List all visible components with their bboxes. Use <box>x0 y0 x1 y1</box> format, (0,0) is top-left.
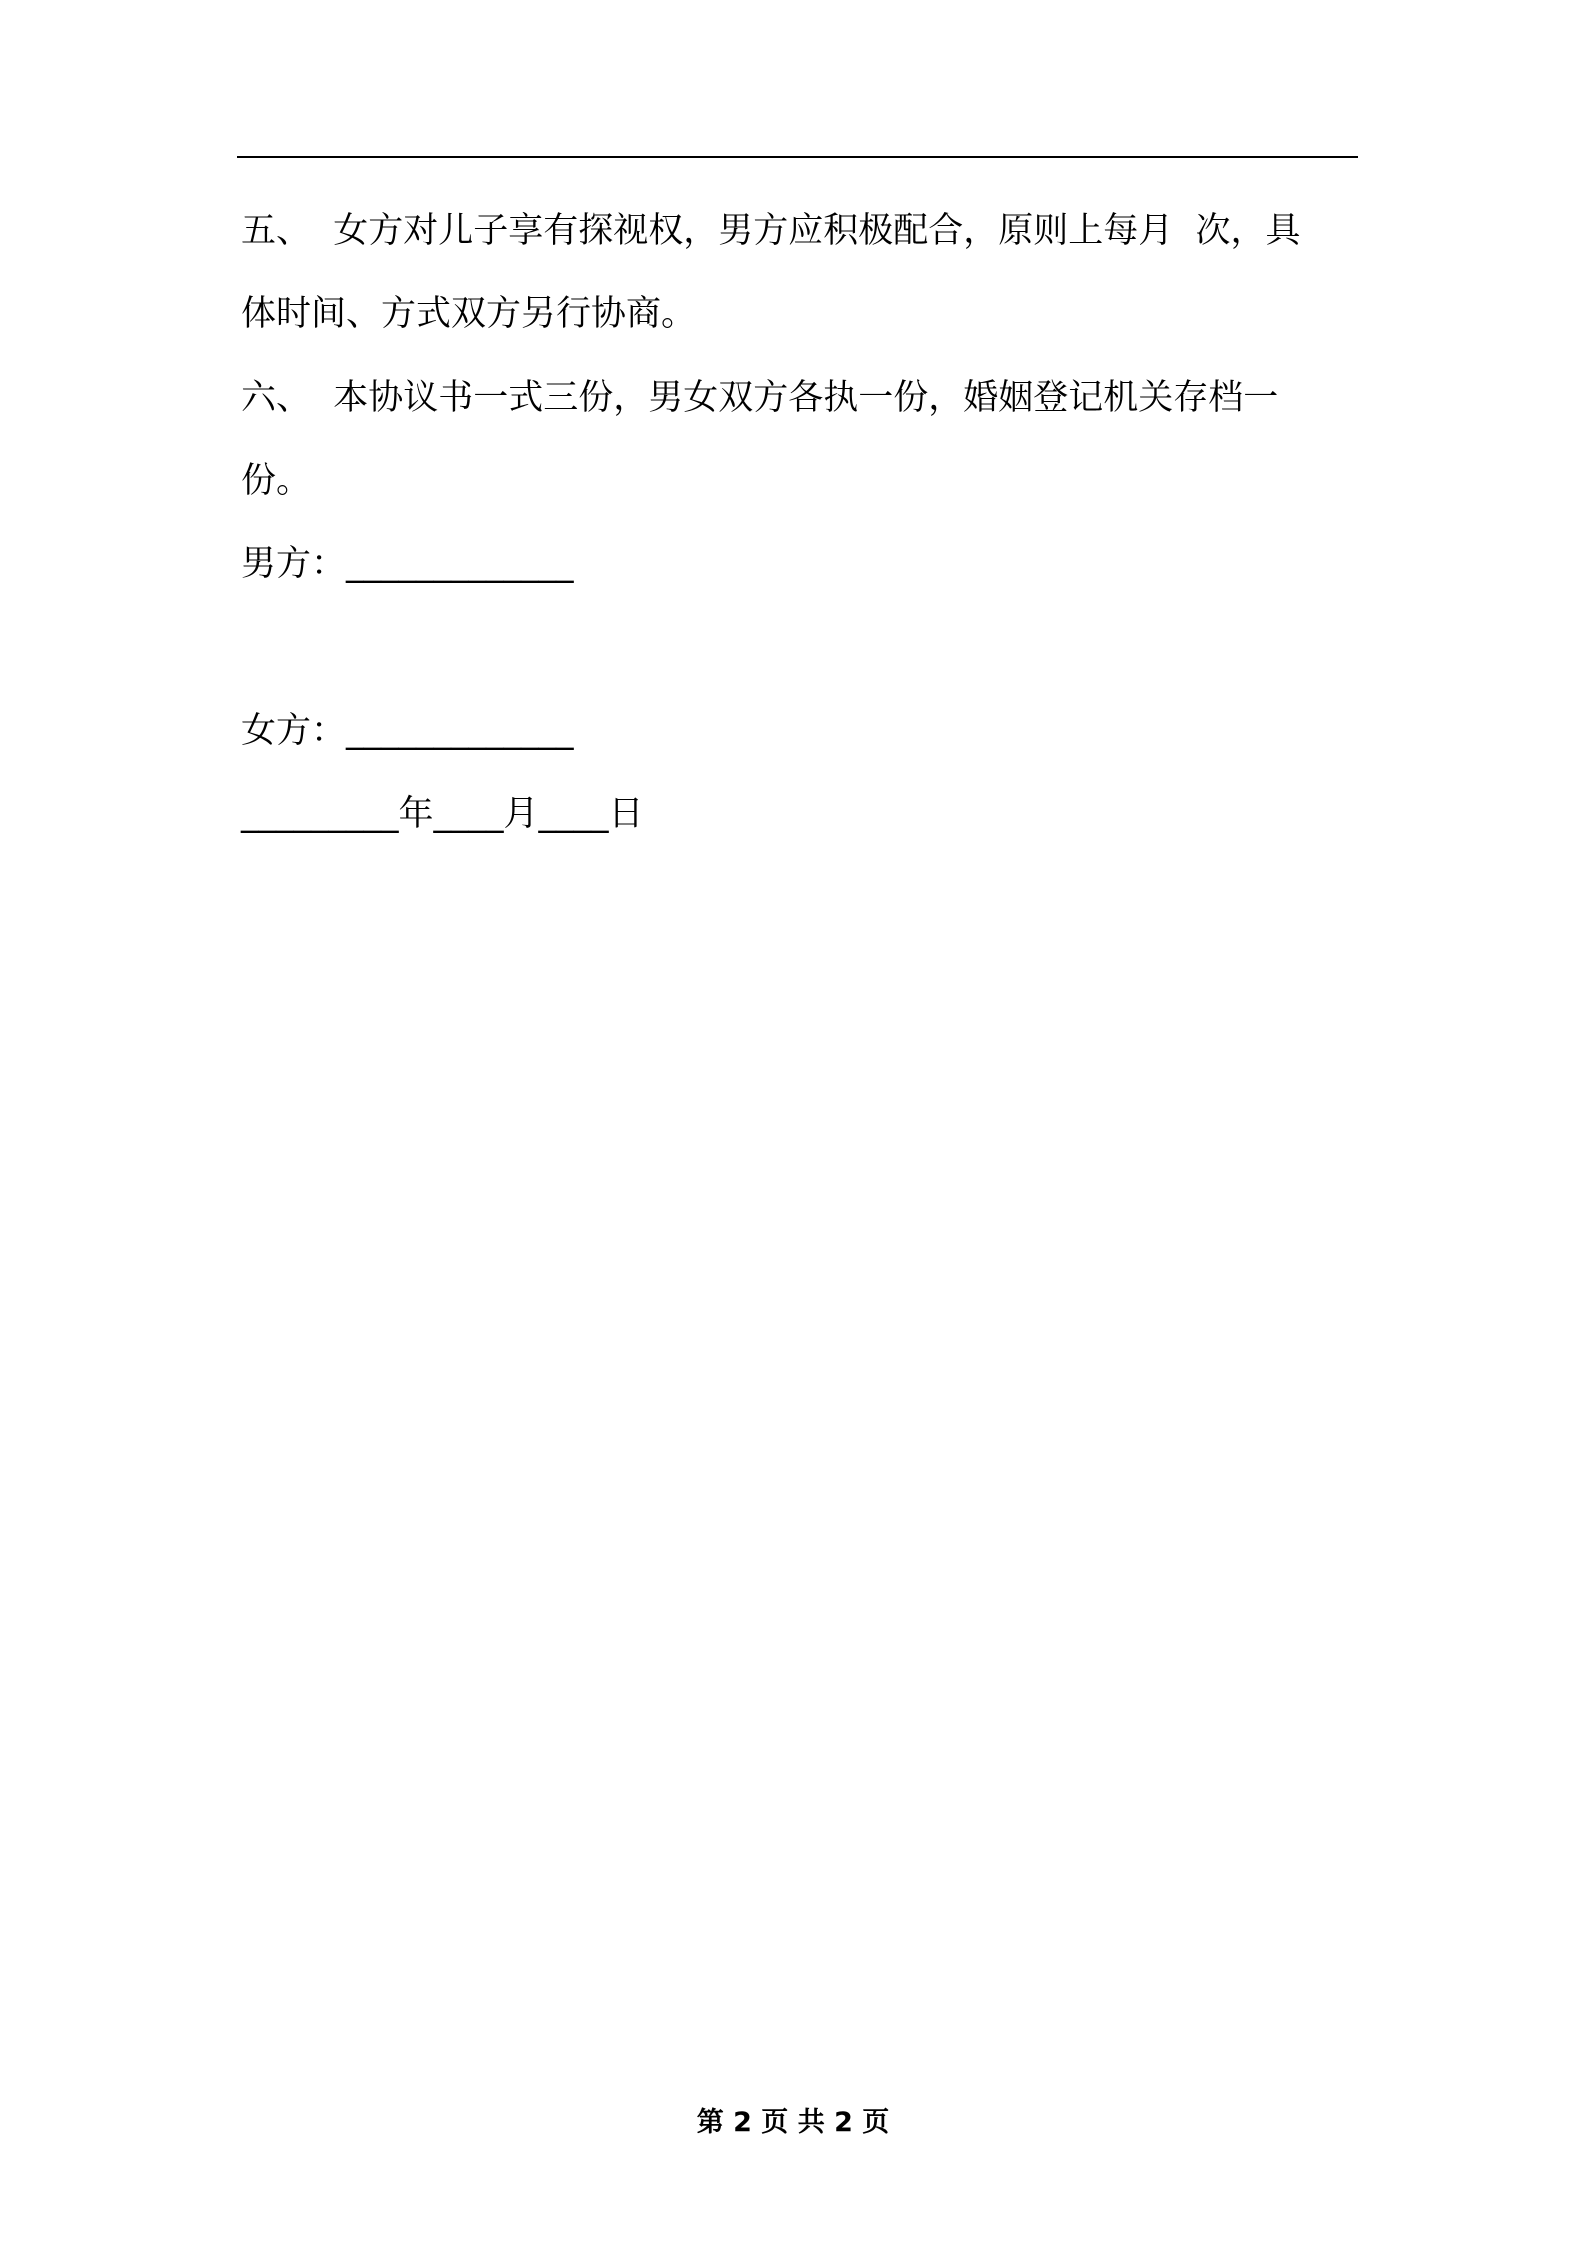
clause-five-line-2: 体时间、方式双方另行协商。 <box>241 294 697 334</box>
clause-five-line-1: 五、 女方对儿子享有探视权，男方应积极配合，原则上每月 次，具 <box>241 211 1301 251</box>
clause-six-line-1: 六、 本协议书一式三份，男女双方各执一份，婚姻登记机关存档一 <box>241 378 1279 418</box>
header-rule <box>237 156 1358 158</box>
female-party-signature-line: 女方：_____________ <box>241 711 574 751</box>
male-party-signature-line: 男方：_____________ <box>241 544 574 584</box>
clause-six-line-2: 份。 <box>241 461 312 501</box>
date-line: _________年____月____日 <box>241 794 644 834</box>
page-number-footer: 第 2 页 共 2 页 <box>696 2107 890 2138</box>
